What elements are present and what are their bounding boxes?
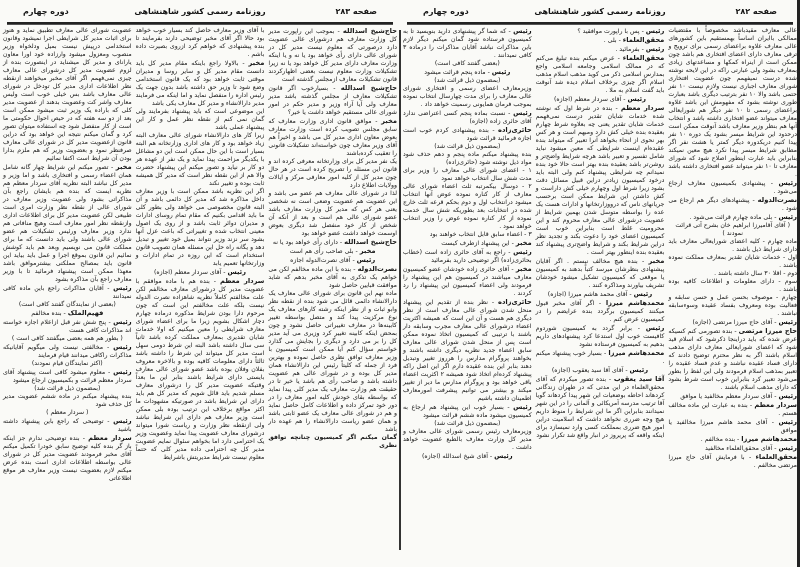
paragraph-text: ( آقای آقامیرزا ابراهیم خان بشرح آتی قرائت نمودند ) <box>675 222 790 237</box>
speaker-name: رئیس <box>645 27 665 35</box>
paragraph-text: (اکثر نمایندگان قیام نمودند) <box>31 360 103 367</box>
page-header <box>403 7 797 19</box>
speech-paragraph: مخبر - این پیشنهاد ازطرف کیست <box>441 239 532 247</box>
paragraph-text: اگر این نظریه باشد ممکن است با وزیر معارف داخل مذاکره شد که مدیر کل دائمی باشد و آن البته قانون مخصوصی می خواهد ولی بطور کلی ما باید اقدامی بکنیم که مقام تمام روسای ادارات و مدیران دوائر ثابت باشد و از روی یک اصول معینی انتخاب شده و تغییراتی که باعث عزل آنها بشود سر نزند وزیر نتواند بمیل خود تغییر و تبدیل دهد و یگانه راه حل این مسئله همان تصویب قانون استخدام است که این روزه در تمام ادارات و وزارتخانها تعمیم یابد <box>135 188 265 267</box>
paragraph-text: آقای شیخ اسدالله (اجازه) <box>421 453 488 460</box>
volume-label: دوره چهارم <box>23 7 69 16</box>
speech-paragraph: سردار معظم - بنده توضیحی ندارم جز اینکه باز گر بنده کلیه توضیح سابق خودرا تکمیل میکنم آقای مخبر فرمودند عضویت مدیر کل در شورای عالی بواسطه اطلاعات اداری است بنده عرض میکنم لازم بعضویت نیست وزیر معارف هر موقع اطلاعاتی <box>2 434 132 482</box>
speech-paragraph: سردار معظم - بنده در شرط اول که نوشته شده خدمات شایان تقدیر درست نمی‌فهمم خدمات شایان تقدیر یعنی چه بعلاوه شرط چهارم بعقیده بنده خیلی کش دارد ومبهم است و هر کس بهر نحوی از انحاء بخواهد آنرا تعبیر که میتواند بنده عقیده‌ام اینست شرایطی که معین میشود نباید شامل تفسیر و تعبیر باشد هرچه شرایط واضح‌تر و روشن‌تر باشد بعقیده بنده بهتر است حالا خود بنده نمیدانم چه شرایطی پیشنهاد کنم ولی البته باید درخود کمیسیون زیادتر دراین قبیل مسائل دقت بشود زیرا شرط اول وچهارم خیلی کش داراست و کش داشتن این شرایط ممکن است برحسب جریانهای ناس که درووزارتخانها و ادارات هست یک عده را بواسطه متوسل شدن بهمین شرایط از عضویت درشورای عالی معارف محروم کند و این محرومیت غلط است بنابراین خوب است کمیسیون اعضای خود را دعوت بکند و تجدید نظر دراین شرایط بکند و شرایط واضح‌تری پیشنهاد کند بعقیده بنده اینطور بهتر است . <box>535 104 665 256</box>
speech-paragraph: آقا سید یعقوب - بنده تصور میکردم که آقای محقق‌العلماء در این مدتی که در طهران زندگانی کردهاند احاطه بوضعیات این شهر پیدا کردهاند گویا آقا ترتیب مدرسه آمریکائی و آلمانی را در این شهر نمیدانند بنابراین اگر ما این شرایط را منوط داریم هیچ وجه ضرری نخواهد داشت که اسلامیت دراین امور هیچ ضرری بمملکت کسی وارد نمیسازد برای اینکه واقعه که پریروز در انبار واقع شد تکرار نشود <box>535 375 665 439</box>
speaker-name: حائری‌زاده <box>498 298 532 306</box>
text-paragraph <box>403 151 532 167</box>
paragraph-text: بنده تصور میکردم که آقای محقق‌العلماء در این مدتی که در طهران زندگانی کردهاند احاطه بوضعیات این شهر پیدا کردهاند گویا آقا ترتیب مدرسه آمریکائی و آلمانی را در این شهر نمیدانند بنابراین اگر ما این شرایط را منوط داریم هیچ وجه ضرری نخواهد داشت که اسلامیت دراین امور هیچ ضرری بمملکت کسی وارد نمیسازد برای اینکه واقعه که پریروز در انبار واقع شد تکرار نشود <box>535 376 665 439</box>
newspaper-title: روزنامه رسمی کشور شاهنشاهی <box>134 7 266 16</box>
speaker-name: مخبر <box>515 239 532 247</box>
speech-paragraph: مخبر - بالاولا راجع باینکه مقام مدیر کل باید دانست مقام مدیر کل و سایر روسا و مدیران موقتی ثابت خواهد بود که یک قانون استخدامی وضع شود تا وزیر حق داشته باشد بدون جهت یک رئیس اداره را منفصل نماید و اما اینکه می فرمایند مدیر دارالانشاء و مدیر کل معارف یکی باشد <box>135 59 265 107</box>
paragraph-text: بسیارخوب اگر قانون تشکیلات معارف از مجلس گذشته باشد مدیر معارف ولی آیا آراء وزیر و مدیر حکم در امور شورای عالی مستقیم خواهد داشت یا خیر؟ <box>268 85 397 116</box>
text-paragraph <box>3 27 132 163</box>
speaker-name: حائری‌زاده <box>498 126 532 134</box>
paragraph-text: ۲ - دوسال بیکمرتبه ثلث اعضاء شورای عالی معارف از کار کناره نموده عوض آنها انتخاب میشود درانتخاب اول و دوم بحکم قرعه ثلث خارج شده در انتخابات بعد بطوریکه شش سال خدمت نموده از کار کناره نموده عوض را وزیر انتخاب خواهد نمود . <box>402 183 532 230</box>
speaker-name: رئیس <box>627 95 647 103</box>
speech-paragraph: رئیس - نسبت بماده پنجم کسی اعتراضی ندارد آقای حائری زاده (اجازه) <box>402 109 532 125</box>
speaker-name: رئیس <box>227 268 247 276</box>
text-paragraph <box>668 254 797 270</box>
speech-paragraph: رئیس - بفرمائید . <box>615 45 665 53</box>
paragraph-text: گمان میکنم اگر کمیسیون چنانچه توافق نظری <box>268 434 397 449</box>
speech-paragraph: رئیس - که شما گر پیشنهادی دارید بنویسید تا به کمیسیون فرستاده شود گمان میکنم دیگر لازم باین مذاکرات نباشد آقایان مذاکرات را درماده ۳ کافی نمیدانند . <box>402 27 532 59</box>
paragraph-text: معلوم میشود کافی است پیشنهاد آقای سردار معظم قرائت و بکمیسیون ارجاع میشود <box>2 369 132 384</box>
text-paragraph <box>3 301 132 309</box>
paragraph-text: این موضوعی است که باید پیشنهاد بفرمایند ولی گمان نمی کنم از نقطه نظر عمل و کار این پیشنهاد عملی باشد <box>135 108 265 131</box>
paragraph-text: (بمضمون ذیل قرائت شد) <box>434 143 501 150</box>
speech-paragraph: رئیس - پیشنهادی بکمیسیون معارف ارجاع می‌شود . <box>668 179 798 195</box>
speaker-name: مخبر <box>115 163 132 171</box>
header-rule <box>407 22 793 25</box>
speech-paragraph: محقق‌العلماء - عرض میکنم بنده تبلیغ می‌کنم که در ممالک اسلامی وجامعه اسلامی واجع بمدارس اسلامی ذکر می کوید مذهب اسلام مذهب اسلام اگر چیزی برخلاف اسلام دیده شد آنوقت باید گفت اسلام به ملا . <box>535 54 665 94</box>
text-column <box>668 27 797 470</box>
speech-paragraph: محمدهاشم میرزا - اگر آقای مخبر قبول میکنند کمیسیون برگردد بنده عرایضم را در کمیسیون عرض کنم . <box>535 299 665 323</box>
speech-paragraph: مخبر - تصور میکنم این شرایط چهار گانه شامل همان اعضاء رسمی و افتخاری باشد و اما وزیر و مدیر کل نباشد البته نظریه آقای سردار معظم هم نظریه ایست که بنده هم بایشان راجع بآن مذاکراتی بشود ولی عضویت وزیر معارف در شورای عالی از نقطه نظر وزارت امری است طبیعی لکن عضویت مدیر کل برای اطلاعات اداری وازنقطه نظر امور معارف است وهیچ منافاتی هم ندارد وزیر معارف ورئیس تشکیلات هم عضو شورای عالی باشند ولی باید دانست که ما برای مملکت قانون می نویسیم وبعد هم باید کوشش نمائیم این قانون بموقع اجرا و عمل باید بیاید این قانون باید بمصالح مملکتی بیشترموافق باشد معهذا ممکن است پیشنهاد فرمائید تا با وزیر معارف راجع بآن مذاکره بشود <box>2 163 132 283</box>
speaker-name: سردار معظم <box>219 277 265 285</box>
speaker-name: رئیس <box>778 418 797 426</box>
paragraph-text: پیشنهادهای دیگر هم ارجاع می شود . <box>668 197 797 212</box>
speech-paragraph: رئیس - ماده پنجم قرائت میشود <box>424 68 511 76</box>
paragraph-text: اگر آقای مخبر قبول میکنند کمیسیون برگردد بنده عرایضم را در کمیسیون عرض کنم . <box>535 300 665 323</box>
paragraph-text: بنده تصورمی کنم کسیکه عرض شده که باید دراینجا ذکرشود که اسلام قید شود که اعضای شورایعالی معارف دارای مذهب اسلام باشند اگر به نظر محترم توضیح دادند که دارای فساد عقیده نباشند و عدم فساد عقیده را تعبیر بمذهب اسلام فرمودند ولی این لفظ را بطور می‌شود تعبیر کرد بنابراین خوب است شرط بشود که دارای مذهب اسلام باشند . <box>668 328 797 391</box>
speech-paragraph: حائری‌زاده - نظر بنده از تقدیم این پیشنهاد منحل شدن شورای عالی معارف است از نظر دیگری هم هست و آن این است که همیشه اکثریت اعضاء درشورای عالی معارف مجرب وسابقه دار باشند با ترتیبی که کمیسیون اتخاذ نموده ممکن است پس از منحل شدن شورای عالی معارف سابق اعضاء جدید نظریه دیگری داشته باشند و بخواهند پروگرام مدارس را هرروز تغییر وتبدیل دهند بنابر این بنده عقیده دارم اگر این اصل راکه پیشنهاد کرده‌ام اتخاذ شود همیشه ۲ اکثریت اعضاء باقی خواهد بود و پروگرام مدارس ما دیر از تغییر میکند و بیشتر می توانیم پیشرفت امورمعارف اطمینان داشته باشیم <box>402 298 532 402</box>
speaker-name: محقق‌العلماء <box>622 36 665 44</box>
paragraph-text: بنده پیشنهاد میکنم در ماده ششم عضویت مدیر کل حذف شود <box>2 393 132 408</box>
speaker-name: رئیس <box>629 366 649 374</box>
paragraph-text: که شما گر پیشنهادی دارید بنویسید تا به کمیسیون فرستاده شود گمان میکنم دیگر لازم باین مذاکرات نباشد آقایان مذاکرات را درماده ۳ کافی نمیدانند . <box>402 28 532 59</box>
paragraph-text: آقای حائری زاده خودشان عضو کمیسیون معارف میباشند در کمیسیون هم این پیشنهاد را فرمودند ولی اعضاء کمیسیون این پیشنهاد را رد کردند . <box>402 266 532 297</box>
paragraph-text: ۳ - اعضاء سابق قابل انتخاب خواهند بود <box>429 231 532 238</box>
speech-paragraph: مخبر - بلی صاحب رأی هم است <box>289 247 376 255</box>
text-paragraph <box>136 188 265 268</box>
paragraph-text: عضویت شورای عالی معارف تطبیق نماید و هنوز برای اثبات مدیر کل شرایطی اجرا نمیشود وقانون استخدامی درپیش نیست بمیل ودلخواه وزیر منصوب ومعزول میشود وارزاده خود اورا معاون یارانای و مدیر کل میشناید در اینصورت بنده از لزوم عضویت مدیر کل درشورای عالی معارف چیزی نمی‌فهمم اگر آقای مخبر میخواهند ازنقطه نظر اطلاعات اداری مدیر کل تودخل در شورای عالی معارف باشد بس خیلی خوب است ولیس معارف واشر کت وعضویت بدهند از عضویت مدیر کلی که باراده یک وزیر ثبت میشود ممکن است بعد از دو سه هفته که در حیص احوال حکومتی ما است از کار منفصل شود چه استفاده میتوان تصور کرد و گمان میکنم نتیجه این خواهد بود که دراین قانون ازعضویت مدیر کل در شورای عالی معارف صرفنظر نمود و بعضویت وزیر که هم ملزم بدارا بودن آن شرایط است اکتفا نمائیم <box>2 27 132 162</box>
paragraph-text: زیرا کار های دارالانشاء شورای عالی معارف البته زیاد خواهد بود و کار های اداری وزارتخانه هم البته بسیار است با این حال ممکن است این دو مشاغل با یکدیگر مزاحمت پیدا نماید و یک نفر از عهده هر دو کار بر نیاید و تصور میکنم این پیشنهاد حضرت والا هم از این نقطه نظر است که مدیر کل همیشه ثابت بوده و تغییر نکند <box>135 132 265 187</box>
text-paragraph <box>403 167 532 183</box>
paragraph-text: دوم - اقلا ۳۰ سال داشته باشند . <box>714 270 797 277</box>
speaker-name: مخبر <box>515 265 532 273</box>
speaker-name: رئیس <box>778 318 797 326</box>
page-283 <box>3 0 397 567</box>
speaker-name: محمدهاشم میرزا <box>605 299 665 307</box>
speech-paragraph: رئیس - آقای محقق‌العلماء مخالفید <box>705 444 797 452</box>
text-paragraph <box>403 428 532 452</box>
speech-paragraph: رئیس - توضیحی که راجع باین پیشنهاد داشته باشید <box>2 417 132 433</box>
text-paragraph <box>3 335 132 343</box>
paragraph-text: بنده با این ماده مخالفم لکن می خواهم یک تذکری به آقای مخبر بدهم که شاید موافقت قبایین حاصل شود <box>268 266 397 289</box>
paragraph-text: بنده مخالفم <box>31 310 62 317</box>
paragraph-text: (بعضی از نمایندگان گفتند کافی است) <box>18 301 116 308</box>
paragraph-text: بنده در شرط اول که نوشته شده خدمات شایان تقدیر درست نمی‌فهمم خدمات شایان تقدیر یعنی چه بعلاوه شرط چهارم بعقیده بنده خیلی کش دارد ومبهم است و هر کس بهر نحوی از انحاء بخواهد آنرا تعبیر که میتواند بنده عقیده‌ام اینست شرایطی که معین میشود نباید شامل تفسیر و تعبیر باشد هرچه شرایط واضح‌تر و روشن‌تر باشد بعقیده بنده بهتر است حالا خود بنده نمیدانم چه شرایطی پیشنهاد کنم ولی البته باید درخود کمیسیون زیادتر دراین قبیل مسائل دقت بشود زیرا شرط اول وچهارم خیلی کش داراست و کش داشتن این شرایط ممکن است برحسب جریانهای ناس که درووزارتخانها و ادارات هست یک عده را بواسطه متوسل شدن بهمین شرایط از عضویت درشورای عالی معارف محروم کند و این محرومیت غلط است بنابراین خوب است کمیسیون اعضای خود را دعوت بکند و تجدید نظر دراین شرایط بکند و شرایط واضح‌تری پیشنهاد کند بعقیده بنده اینطور بهتر است . <box>535 105 665 256</box>
paragraph-text: بنده هیچ مخالف نیستم . اگر آقایان پیشنهادی بنظرشان میرسد کتباً بدهند به کمیسیون یا موقعی که کمیسیون تشکیل میشود خودشان تشریف بیاورند ومذاکره کنند . <box>535 258 665 289</box>
text-paragraph <box>403 85 532 109</box>
speaker-name: مخبر <box>381 117 397 125</box>
paragraph-text: پنج شش نفر قبل ازاعلام اجازه خواسته اند مذاکرات کافی هست <box>2 319 132 334</box>
speaker-name: سردار معظم <box>88 434 132 442</box>
speech-paragraph: رئیس - آقای محمد هاشم میرزا (اجازه) <box>547 290 653 298</box>
speaker-name: نصرت‌الدوله <box>357 265 397 273</box>
speaker-name: حاج‌شیخ اسدالله <box>344 238 397 246</box>
columns <box>3 27 397 483</box>
speaker-name: رئیس <box>633 290 653 298</box>
speaker-name: رئیس <box>113 343 132 351</box>
speech-paragraph: محمدهاشم میرزا - بنده مخالفم . <box>700 435 797 443</box>
text-paragraph <box>668 294 797 318</box>
speech-paragraph: رئیس - پنج شش نفر قبل ازاعلام اجازه خواسته اند مذاکرات کافی هست <box>2 318 132 334</box>
speaker-name: رئیس <box>113 318 132 326</box>
paragraph-text: اول - خدمات شایان تقدیر بمعارف مملکت نموده باشند . <box>668 254 797 269</box>
paragraph-text: بفرمائید . <box>615 46 640 53</box>
paragraph-text: موافق قانون اداری وزارت معارف که سابق مجلس تصویب کرده است وزارت معارف بعوض معاون اداری مدیر کل می باشد و اخیراً هم آقای وزیر معارف چون خواسته‌اند تشکیلات قانونی را تعقیب کرده‌باشند <box>268 118 397 157</box>
speech-paragraph: مخبر - آقای حائری زاده خودشان عضو کمیسیون معارف میباشند در کمیسیون هم این پیشنهاد را فرمودند ولی اعضاء کمیسیون این پیشنهاد را رد کردند . <box>402 265 532 297</box>
text-paragraph <box>403 183 532 231</box>
speech-paragraph: رئیس - آقایان مذاکرات راجع باین ماده کافی نمیدانند <box>2 284 132 300</box>
paragraph-text: بنده هم با ماده موافقم با عضویت مدیر کل درشورای معارف مخالفم لکن علت مخالفتم کاملاً نظریه شاهزاده نصرت الدوله نیست بلکه علت مخالفتم این است که چون مرحوم دارا بودن شرایط مذکوره درماده چهارم دچار اشکال بشویم زیرا ما برای اعضاء شورای معارف شرایطی را معین میکنیم که اولا خدمات شایان تقدیری بمعارف مملکت کرده باشد ثانیاً سی سال داشته باشد البته این شرط دومی سهل است مدیر کل میتواند این شرط را داشته باشد ثالثاً دارای معلومات کافیه بوده و بالاخره معروف بفلان وفلان بوده باشد عضو شورای عالی معارف بایستی دارای شرایط باشند بنابر این ما بعداً وقتیکه عضویت مدیر کل را درشورای معارف مسلم شدیم باید قائل شویم که مدیر کل هم باید دارای این شرایط باشد در صورتیکه مشهودات ما اکثر مواقع برخلاف این ترتیب بوده بلی ممکن است وزیر معارف هم دارای این شرایط نباشد ولی ازنقطه نظر وزارت و ریاست شورا میتواند درشورای معارف عضویت پیدا نماید وعضویت وزیر یک احترامی دارد اما بخواهم سئوال نمایم عضویت مدیر کل چه احترامی داده مدیر کلی که حتماً معلوم نیست شرایط مدیریتش باشرایط <box>135 278 265 461</box>
speaker-name: رئیس <box>356 256 376 264</box>
text-paragraph <box>136 27 265 59</box>
speaker-name: رئیس <box>778 179 798 187</box>
paragraph-text: آقای آقا سید یعقوب (اجازه) <box>551 367 624 374</box>
paragraph-text: بموجب این راپورت مدیر کل وزارت معارف هم درشورای عالی عضویت دارد درصورتی که معلوم نیست مدیر کل در شورای عالی دارای رأی خواهد بود یا نه و یا اینکه وزارت معارف دارای مدیر کل خواهد بود یا نه زیرا تشکیلات وزارت معلوم نیست بعضی اظهارکردند قانون تشکیلات معارف ازمجلس گذشته است <box>268 28 397 83</box>
paragraph-text: راجع به آقای حائری زاده است (خطاب بحائری‌زاده) اگر توضیحی دارید بفرمائید <box>402 249 532 264</box>
text-paragraph <box>268 290 397 434</box>
speaker-name: رئیس <box>778 444 797 452</box>
speaker-name: رئیس <box>113 368 132 376</box>
text-paragraph <box>668 222 797 238</box>
text-paragraph <box>668 27 797 179</box>
speech-paragraph: مخبر - موافق قانون اداری وزارت معارف که سابق مجلس تصویب کرده است وزارت معارف بعوض معاون اداری مدیر کل می باشد و اخیراً هم آقای وزیر معارف چون خواسته‌اند تشکیلات قانونی را تعقیب کرده‌باشند <box>268 117 397 157</box>
speech-paragraph: رئیس - معلوم میشود کافی است پیشنهاد آقای سردار معظم قرائت و بکمیسیون ارجاع میشود <box>2 368 132 384</box>
paragraph-text: با آقای وزیر معارف حاصل کند بسیار خوب خواهد بود حالا اگر آقای مخبر توضیحی دارند بفرمایند تا بنده پیشنهادی که خواهم کرد ازروی بصیرت داده باشم . <box>135 27 265 58</box>
speaker-name: رئیس <box>113 284 132 292</box>
paragraph-text: آقای نصرت‌الدوله اجازه <box>290 257 351 264</box>
text-paragraph <box>3 360 132 368</box>
paragraph-text: بلی . <box>603 37 617 44</box>
paragraph-text: بالاولا راجع باینکه مقام مدیر کل باید دانست مقام مدیر کل و سایر روسا و مدیران موقتی ثابت خواهد بود که یک قانون استخدامی وضع شود تا وزیر حق داشته باشد بدون جهت یک رئیس اداره را منفصل نماید و اما اینکه می فرمایند مدیر دارالانشاء و مدیر کل معارف یکی باشد <box>135 60 265 107</box>
speech-paragraph: حائری‌زاده - بنده پیشنهادی کردم خوب است اجازه فرمائید قرائت شود <box>402 126 532 142</box>
paragraph-text: وزیرمعارف رئیس رسمی شورای عالی معارف و مدیر کل وزارت معارف بالطبع عضویت خواهد داشت . <box>402 428 532 451</box>
paragraph-text: بلی صاحب رأی هم است <box>289 248 354 255</box>
paragraph-text: آقای سردار معظم (اجازه) <box>553 96 622 103</box>
text-paragraph <box>136 132 265 188</box>
speaker-name: رئیس <box>513 109 532 117</box>
paragraph-text: تصور میکنم این شرایط چهار گانه شامل همان اعضاء رسمی و افتخاری باشد و اما وزیر و مدیر کل نباشد البته نظریه آقای سردار معظم هم نظریه ایست که بنده هم بایشان راجع بآن مذاکراتی بشود ولی عضویت وزیر معارف در شورای عالی از نقطه نظر وزارت امری است طبیعی لکن عضویت مدیر کل برای اطلاعات اداری وازنقطه نظر امور معارف است وهیچ منافاتی هم ندارد وزیر معارف ورئیس تشکیلات هم عضو شورای عالی باشند ولی باید دانست که ما برای مملکت قانون می نویسیم وبعد هم باید کوشش نمائیم این قانون بموقع اجرا و عمل باید بیاید این قانون باید بمصالح مملکتی بیشترموافق باشد معهذا ممکن است پیشنهاد فرمائید تا با وزیر معارف راجع بآن مذاکره بشود <box>2 164 132 283</box>
paragraph-text: آقای محمد هاشم میرزا (اجازه) <box>547 291 628 298</box>
speech-paragraph: رئیس - آقای شیخ اسدالله (اجازه) <box>421 452 513 460</box>
speech-paragraph: محقق‌العلماء - بلی . <box>603 36 665 44</box>
paragraph-text: نظر بنده از تقدیم این پیشنهاد منحل شدن شورای عالی معارف است از نظر دیگری هم هست و آن این است که همیشه اکثریت اعضاء درشورای عالی معارف مجرب وسابقه دار باشند با ترتیبی که کمیسیون اتخاذ نموده ممکن است پس از منحل شدن شورای عالی معارف سابق اعضاء جدید نظریه دیگری داشته باشند و بخواهند پروگرام مدارس را هرروز تغییر وتبدیل دهند بنابر این بنده عقیده دارم اگر این اصل راکه پیشنهاد کرده‌ام اتخاذ شود همیشه ۲ اکثریت اعضاء باقی خواهد بود و پروگرام مدارس ما دیر از تغییر میکند و بیشتر می توانیم پیشرفت امورمعارف اطمینان داشته باشیم <box>402 299 532 402</box>
speaker-name: رئیس <box>778 392 797 400</box>
speaker-name: آقا سید یعقوب <box>613 375 665 383</box>
speaker-name: مخبر <box>248 59 265 67</box>
page-number: صفحه ۲۸۲ <box>735 7 777 16</box>
text-paragraph <box>136 108 265 132</box>
speech-paragraph: حاج میرزا مرتضی - بنده تصورمی کنم کسیکه عرض شده که باید دراینجا ذکرشود که اسلام قید شود که اعضای شورایعالی معارف دارای مذهب اسلام باشند اگر به نظر محترم توضیح دادند که دارای فساد عقیده نباشند و عدم فساد عقیده را تعبیر بمذهب اسلام فرمودند ولی این لفظ را بطور می‌شود تعبیر کرد بنابراین خوب است شرط بشود که دارای مذهب اسلام باشند . <box>668 327 797 391</box>
speaker-name: رئیس <box>645 45 665 53</box>
paragraph-text: برابر گردد به کمیسیون شوردوم کافیست خوب اول استدعا کرد پیشنهادهای داریم بدهیم به کمیسیون فرستاده نشود <box>535 325 665 348</box>
speech-paragraph: رئیس - آقای حاج میرزا مرتضی (اجازه) <box>692 318 797 326</box>
paragraph-text: آقای محقق‌العلماء مخالفید <box>705 445 773 452</box>
page-282 <box>403 0 797 567</box>
paragraph-text: با فرمایش آقای حاج میرزا مرتضی مخالفم . <box>668 454 797 469</box>
paragraph-text: یک نفر مدیر کل برای وزارتخانه معرفی کرده اند و قانون این مسئله را تصریح کرده است در هر حال چون مدیر کل از کلیه امور معارفی مرکز و ایالات وولایات اطلاع دارد <box>268 158 397 189</box>
text-paragraph <box>268 190 397 238</box>
paragraph-text: ( سردار معظم ) <box>46 409 89 416</box>
paragraph-text: پیشنهادی بکمیسیون معارف ارجاع می‌شود . <box>668 180 797 195</box>
speech-paragraph: رئیس - راجع به آقای حائری زاده است (خطاب بحائری‌زاده) اگر توضیحی دارید بفرمائید <box>402 248 532 264</box>
speaker-name: مخبر <box>648 257 665 265</box>
speech-paragraph: رئیس - بسیار خوب این پیشنهاد هم ارجاع به کمیسیون میشود ماده ششم قرائت میشود <box>402 403 532 419</box>
paragraph-text: مخالفتی نیست ولی میگویم آقایانیکه مذاکرات راکافی میدانند قیام فرمایند <box>2 344 132 359</box>
text-paragraph <box>403 420 532 428</box>
paragraph-text: ماده نهم این قانون برای شورای عالی معارف یک دارالانشاء دائمی قائل می شود بنده از نقطه نظر وابو ثبات و از نظر اینکه رشته کارهای معارف یک نوع مرکزیت پیدا کند و متصل بواسطه تغییر کابینه‌ها در معارف تغییراتی حاصل نشود و چون بمحض اینکه کابینه تغییر کرد وزیری می آید مدیر کل را بر می دارد و دیگری را بجایش می گذارد خواستم سؤال کنم آیا ممکن است کمیسیون با وزیر معارف توافق نظری حاصل نموده و بهترین فرد از جمله که کلیتاً رئیس این دارالانشاء همان مدیر کل بوده و در شورای عالی هم عضویت داشته باشد و صاحب رأی هم باشد یا خیر تا در حقیقت هم وزارت معارف یک مدیر کلی پیدا نماید که بواسطه بقای خودش کلیه امور معارف را در دور خود تمرکز داده و اطلاعات کامل حاصل نماید و هم در شورای عالی معارف یک عضو ثابتی باشد و همان عضو ریاست دارالانشاء را هم عهده دار باشد <box>268 290 397 433</box>
paragraph-text: بنده مخالفم . <box>700 436 736 443</box>
page-number: صفحه ۲۸۳ <box>335 7 377 16</box>
speaker-name: محقق‌العلماء <box>755 453 797 461</box>
header-rule <box>7 22 393 25</box>
speech-paragraph: رئیس - برابر گردد به کمیسیون شوردوم کافیست خوب اول استدعا کرد پیشنهادهای داریم بدهیم به کمیسیون فرستاده نشود <box>535 324 665 348</box>
paragraph-text: آقای محمد هاشم میرزا مخالفید یا موافق <box>668 419 797 434</box>
speech-paragraph: محقق‌العلماء - با فرمایش آقای حاج میرزا مرتضی مخالفم . <box>668 453 797 469</box>
speaker-name: فهیم‌الملک <box>67 309 104 317</box>
volume-label: دوره چهارم <box>423 7 469 16</box>
speaker-name: رئیس <box>113 417 132 425</box>
speech-paragraph: حاج‌شیخ اسدالله - بموجب این راپورت مدیر کل وزارت معارف هم درشورای عالی عضویت دارد درصورتی که معلوم نیست مدیر کل در شورای عالی دارای رأی خواهد بود یا نه و یا اینکه وزارت معارف دارای مدیر کل خواهد بود یا نه زیرا تشکیلات وزارت معلوم نیست بعضی اظهارکردند قانون تشکیلات معارف ازمجلس گذشته است <box>268 27 397 83</box>
speech-paragraph: رئیس - آقای محمد هاشم میرزا مخالفید یا موافق <box>668 418 797 434</box>
speaker-name: محقق‌العلماء <box>622 54 665 62</box>
text-column <box>268 27 397 483</box>
paragraph-text: دارای رأی خواهد بود یا نه <box>272 239 338 246</box>
speaker-name: حاج‌شیخ اسدالله <box>340 84 397 92</box>
text-paragraph <box>403 60 532 68</box>
speaker-name: مخبر <box>359 247 376 255</box>
text-column <box>403 27 532 470</box>
paragraph-text: بنده توضیحی ندارم جز اینکه باز گر بنده کلیه توضیح سابق خودرا تکمیل میکنم آقای مخبر فرمودند عضویت مدیر کل در شورای عالی بواسطه اطلاعات اداری است بنده عرض میکنم لازم بعضویت نیست وزیر معارف هر موقع اطلاعاتی <box>2 435 132 482</box>
speaker-name: محمدهاشم میرزا <box>741 435 797 443</box>
paragraph-text: ماده پنجم قرائت میشود <box>424 69 486 76</box>
paragraph-text: ( بطور هم همه بعضی میگفتند کافی است ) <box>11 335 123 342</box>
speaker-name: حاج میرزا مرتضی <box>738 327 797 335</box>
speaker-name: رئیس <box>491 68 511 76</box>
paragraph-text: (بعضی گفتند کافی است) <box>434 60 500 67</box>
speaker-name: نصرت‌الدوله <box>757 196 797 204</box>
speech-paragraph: رئیس - مخالفتی نیست ولی میگویم آقایانیکه مذاکرات راکافی میدانند قیام فرمایند <box>2 343 132 359</box>
speech-paragraph: سردار معظم - بنده به عبارت این ماده مخالف هستم . <box>668 401 797 417</box>
text-column <box>136 27 265 483</box>
speaker-name: سردار معظم <box>620 104 665 112</box>
speech-paragraph: مخبر - بنده هیچ مخالف نیستم . اگر آقایان پیشنهادی بنظرشان میرسد کتباً بدهند به کمیسیون یا موقعی که کمیسیون تشکیل میشود خودشان تشریف بیاورند ومذاکره کنند . <box>535 257 665 289</box>
paragraph-text: بلی ماده چهارم قرائت می‌شود . <box>689 214 773 221</box>
text-paragraph <box>3 385 132 393</box>
paragraph-text: (بمضمون ذیل قرائت شد) <box>434 77 501 84</box>
speech-paragraph: رئیس - آقای سردار معظم (اجازه) <box>153 268 247 276</box>
speaker-name: رئیس <box>778 213 797 221</box>
columns <box>403 27 797 470</box>
paragraph-text: نسبت بماده پنجم کسی اعتراضی ندارد آقای حائری زاده (اجازه) <box>402 110 532 125</box>
speaker-name: حاج‌شیخ اسدالله <box>342 27 397 35</box>
text-paragraph <box>268 158 397 190</box>
paragraph-text: بنده پیشنهادی کردم خوب است اجازه فرمائید قرائت شود <box>402 127 532 142</box>
speaker-name: رئیس <box>494 452 513 460</box>
text-paragraph <box>403 77 532 85</box>
paragraph-text: آقای سردار معظم مخالفید یا موافق <box>680 393 773 400</box>
paragraph-text: چهارم - موصوف بحسن عمل و حسن سابقه و فعالیت بوده ومعروف بفساد عقیده وسوءسابقه نباشند . <box>668 294 797 317</box>
speech-paragraph: نصرت‌الدوله - بنده با این ماده مخالفم لکن می خواهم یک تذکری به آقای مخبر بدهم که شاید موافقت قبایین حاصل شود <box>268 265 397 289</box>
speaker-name: رئیس <box>513 248 532 256</box>
paragraph-text: (بمضمون ذیل قرائت شد) <box>34 385 101 392</box>
speech-paragraph: فهیم‌الملک - بنده مخالفم <box>31 309 104 317</box>
paragraph-text: وزیرمعارف اعضای رسمی و افتخاری شورای عالی معارف را برای مدت چهارسال انتخاب نموده بموجب فرمان همایونی رسمیت خواهد داد . <box>402 85 532 108</box>
text-paragraph <box>268 434 397 450</box>
speech-paragraph: رئیس - بلی ماده چهارم قرائت می‌شود . <box>689 213 797 221</box>
speech-paragraph: حاج‌شیخ اسدالله - دارای رأی خواهد بود یا نه <box>272 238 397 246</box>
paragraph-text: آقای حاج میرزا مرتضی (اجازه) <box>692 319 773 326</box>
paragraph-text: آقای سردار معظم (اجازه) <box>153 269 222 276</box>
speech-paragraph: رئیس - آقای نصرت‌الدوله اجازه <box>290 256 376 264</box>
text-paragraph <box>668 238 797 254</box>
paragraph-text: بسیار خوب این پیشنهاد هم ارجاع به کمیسیون میشود ماده ششم قرائت میشود <box>402 404 532 419</box>
speaker-name: رئیس <box>513 27 532 35</box>
paragraph-text: بنده به عبارت این ماده مخالف هستم . <box>668 402 797 417</box>
speech-paragraph: محمدهاشم میرزا - بسیار خوب پیشنهاد میکنم . <box>535 349 665 365</box>
newspaper-title: روزنامه رسمی کشور شاهنشاهی <box>534 7 666 16</box>
paragraph-text: لذا در شورای عالی معارف هم عضو می باشد و این عضویت هم عضویت وضعی است نه شخصی یعنی هر کس که مدیر کل وزارت معارف باشد عضو شورای عالی هم است و بعد از آنکه آن شخص از کار خود منفصل شد دیگری بعوض اوسمت خواهد داشت عضو خواهد بود <box>268 190 397 237</box>
page-header <box>3 7 397 19</box>
paragraph-text: پس با راپورت موافقید ؟ <box>577 28 640 35</box>
paragraph-text: بنده پیشنهاد میکنم ماده پنجم و دهم حذف شود مواد ذیل نوشته شود (حائری‌زاده) <box>402 151 532 166</box>
page-gutter <box>399 30 401 550</box>
text-column <box>536 27 665 470</box>
speech-paragraph: سردار معظم - بنده هم با ماده موافقم با عضویت مدیر کل درشورای معارف مخالفم لکن علت مخالفتم کاملاً نظریه شاهزاده نصرت الدوله نیست بلکه علت مخالفتم این است که چون مرحوم دارا بودن شرایط مذکوره درماده چهارم دچار اشکال بشویم زیرا ما برای اعضاء شورای معارف شرایطی را معین میکنیم که اولا خدمات شایان تقدیری بمعارف مملکت کرده باشد ثانیاً سی سال داشته باشد البته این شرط دومی سهل است مدیر کل میتواند این شرط را داشته باشد ثالثاً دارای معلومات کافیه بوده و بالاخره معروف بفلان وفلان بوده باشد عضو شورای عالی معارف بایستی دارای شرایط باشند بنابر این ما بعداً وقتیکه عضویت مدیر کل را درشورای معارف مسلم شدیم باید قائل شویم که مدیر کل هم باید دارای این شرایط باشد در صورتیکه مشهودات ما اکثر مواقع برخلاف این ترتیب بوده بلی ممکن است وزیر معارف هم دارای این شرایط نباشد ولی ازنقطه نظر وزارت و ریاست شورا میتواند درشورای معارف عضویت پیدا نماید وعضویت وزیر یک احترامی دارد اما بخواهم سئوال نمایم عضویت مدیر کل چه احترامی داده مدیر کلی که حتماً معلوم نیست شرایط مدیریتش باشرایط <box>135 277 265 461</box>
speaker-name: رئیس <box>513 403 532 411</box>
text-paragraph <box>403 231 532 239</box>
speech-paragraph: رئیس - آقای سردار معظم مخالفید یا موافق <box>680 392 797 400</box>
text-paragraph <box>403 143 532 151</box>
text-paragraph <box>668 278 797 294</box>
paragraph-text: عرض میکنم بنده تبلیغ می‌کنم که در ممالک اسلامی وجامعه اسلامی واجع بمدارس اسلامی ذکر می کوید مذهب اسلام مذهب اسلام اگر چیزی برخلاف اسلام دیده شد آنوقت باید گفت اسلام به ملا . <box>535 55 665 94</box>
paragraph-text: عالی معارف مقیدباشد مخصوصاً با مقتضیات ممالکی باایران اساساً بهمستقیم باین کشورهای عالی معارف علاوه براعضای رسمی برای ترویج و ترقی معارف دارای اعضای افتخاری هم باشد چون ممکن است از اینراه کمکها و مساعدتهای زیادی بمعارف بشود ولی عبارتی راکه در این لایحه نوشته شده درست نمیفهمم چون عضویت افتخاری شورای معارف اجباری نیست ولازم نیست ۱۰ نفر حتمی باشد والا ۱۰ نفر بترتیب دیگری باشد بعبارت طوری نوشته بشود که مفهومش این باشد علاوه براعضای رسمی تا ۱۰ نفر دیگر هم شورایعالی معارف میتواند عضو افتخاری داشته باشد و انتخاب آنها هم بنظر وزیر معارف باشد آنوقت ممکن است درحدود این شرایط میسر بشود یک دوره ۱۰ نفر پیدا کنیم دریکدوره دیگر کمتر یا هشت نفر اگر مطابق شرایط میسر پیدا نکرد هیچ معین نمیکند بنابراین باید عبارت اینطور اصلاح شود که شورای معارف تا ۱۰ نفر میتواند عضو افتخاری داشته باشد <box>668 27 798 170</box>
speaker-name: محمدهاشم میرزا <box>608 349 665 357</box>
paragraph-text: ماده چهارم - کلیه اعضای شورایعالی معارف باید دارای شرایط ذیل باشند . <box>668 238 797 253</box>
text-paragraph <box>3 393 132 409</box>
speaker-name: سردار معظم <box>754 401 797 409</box>
paragraph-text: بسیار خوب پیشنهاد میکنم . <box>535 350 665 365</box>
paragraph-text: ۱ - اعضای شورای عالی معارف را وزیر برای مدت شش سال انتخاب خواهد نمود <box>402 167 532 182</box>
paragraph-text: توضیحی که راجع باین پیشنهاد داشته باشید <box>2 418 132 433</box>
paragraph-text: این پیشنهاد ازطرف کیست <box>441 240 510 247</box>
speech-paragraph: رئیس - پس با راپورت موافقید ؟ <box>577 27 665 35</box>
text-column <box>3 27 132 483</box>
speech-paragraph: رئیس - آقای آقا سید یعقوب (اجازه) <box>551 366 649 374</box>
speech-paragraph: نصرت‌الدوله - پیشنهادهای دیگر هم ارجاع می شود . <box>668 196 797 212</box>
text-paragraph <box>668 270 797 278</box>
speech-paragraph: رئیس - آقای سردار معظم (اجازه) <box>553 95 647 103</box>
text-paragraph <box>3 409 132 417</box>
paragraph-text: آقایان مذاکرات راجع باین ماده کافی نمیدانند <box>2 285 132 300</box>
speech-paragraph: حاج‌شیخ اسدالله - بسیارخوب اگر قانون تشکیلات معارف از مجلس گذشته باشد مدیر معارف ولی آیا آراء وزیر و مدیر حکم در امور شورای عالی مستقیم خواهد داشت یا خیر؟ <box>268 84 397 116</box>
paragraph-text: سوم - دارای معلومات و اطلاعات کافیه بوده باشند . <box>668 278 797 293</box>
paragraph-text: (بمضمون ذیل قرائت شد) <box>434 420 501 427</box>
speaker-name: رئیس <box>645 324 665 332</box>
